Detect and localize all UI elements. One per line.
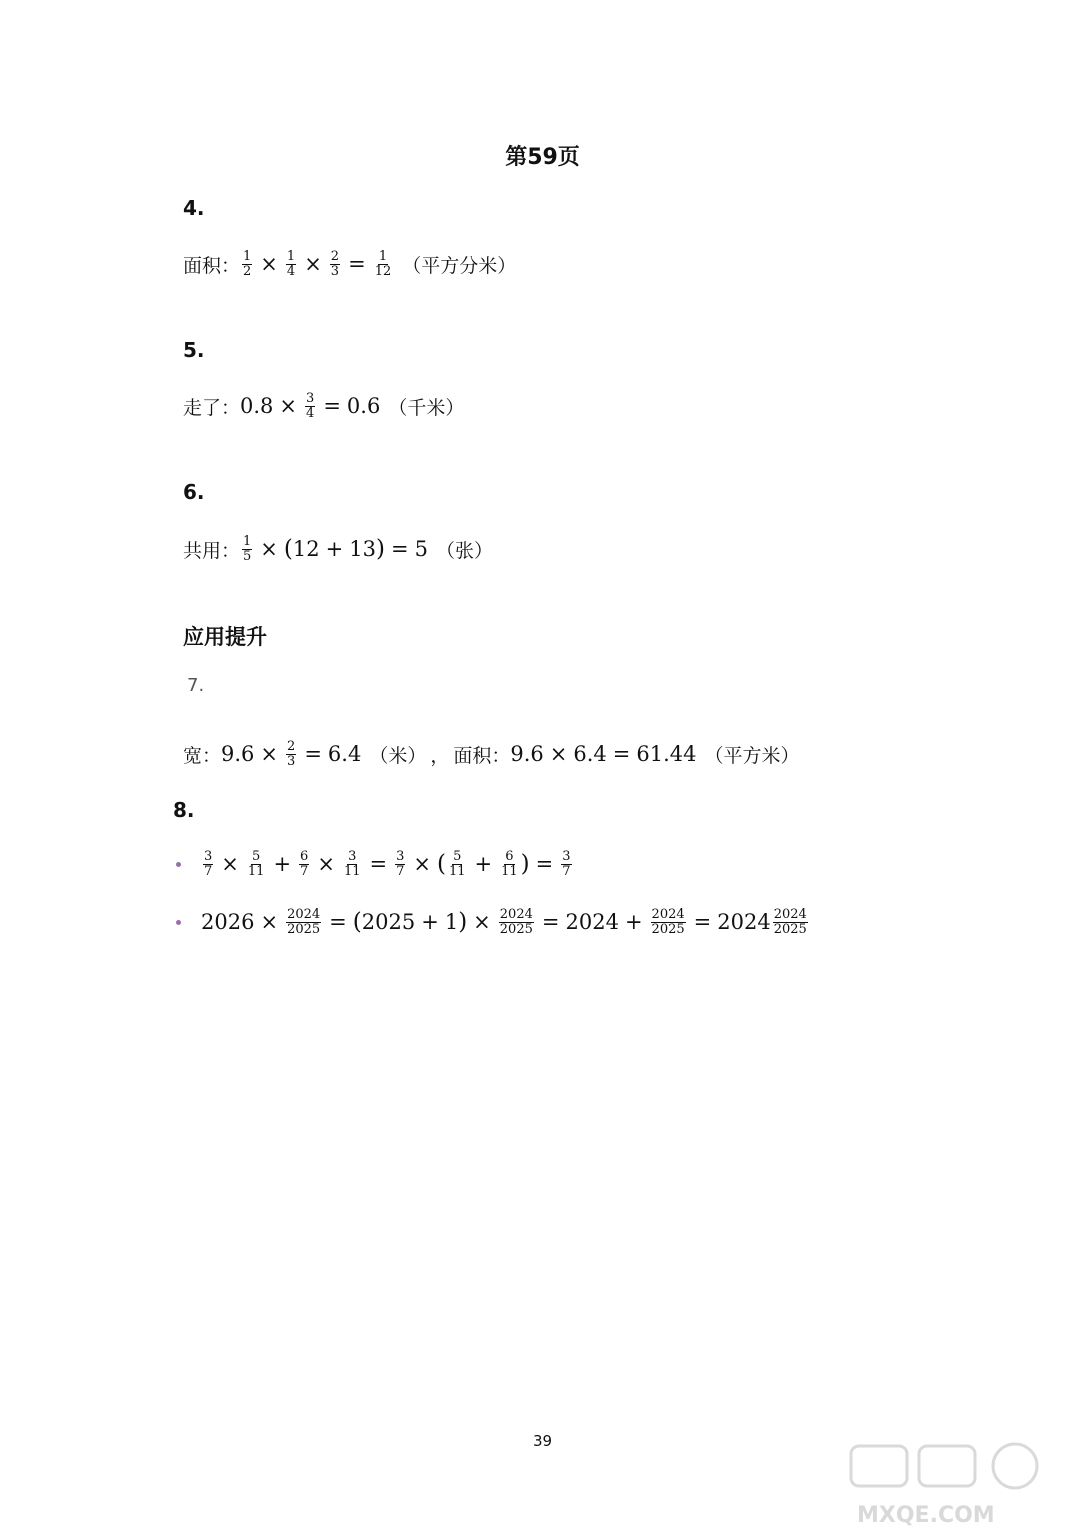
- unit-label: （平方分米）: [402, 254, 517, 277]
- fraction: $\frac{1}{12}$: [374, 249, 392, 279]
- fraction: $\frac{1}{2}$: [243, 249, 252, 279]
- number: 9.6: [221, 742, 255, 767]
- fraction: $\frac{2}{3}$: [287, 739, 296, 769]
- answer-label: 走了：: [183, 396, 241, 419]
- number: 5: [414, 537, 428, 562]
- fraction: $\frac{5}{11}$: [448, 849, 466, 879]
- equals-operator: =: [541, 910, 560, 935]
- question-number-8: 8.: [173, 798, 195, 822]
- times-operator: ×: [260, 537, 278, 562]
- fraction: $\frac{3}{7}$: [204, 849, 213, 879]
- number: 2024: [717, 910, 771, 935]
- answer-line-4: [183, 250, 516, 278]
- svg-text:MXQE.COM: MXQE.COM: [857, 1503, 995, 1528]
- times-operator: ×: [279, 394, 298, 419]
- times-operator: ×: [317, 852, 335, 877]
- answer-line-5: [183, 392, 464, 420]
- number: 0.8: [240, 394, 274, 419]
- number: 9.6: [510, 742, 544, 767]
- plus-operator: +: [325, 537, 344, 562]
- times-operator: ×: [221, 852, 239, 877]
- bullet-dot-icon: [176, 920, 181, 925]
- number: 61.44: [636, 742, 697, 767]
- question-number-5: 5.: [183, 338, 205, 362]
- equals-operator: =: [304, 742, 322, 767]
- fraction: $\frac{5}{11}$: [247, 849, 265, 879]
- number: 2025: [361, 910, 416, 935]
- plus-operator: +: [474, 852, 493, 877]
- plus-operator: +: [273, 852, 292, 877]
- answer-line-6: [183, 535, 493, 563]
- fraction: $\frac{1}{5}$: [243, 534, 252, 564]
- fraction: $\frac{2024}{2025}$: [499, 907, 533, 937]
- right-paren: ): [520, 851, 530, 878]
- unit-label: （米）: [369, 744, 427, 767]
- equals-operator: =: [390, 537, 409, 562]
- fraction: $\frac{2024}{2025}$: [651, 907, 685, 937]
- times-operator: ×: [260, 252, 278, 277]
- right-paren: ): [458, 909, 468, 936]
- fraction: $\frac{2024}{2025}$: [773, 907, 807, 937]
- number: 13: [349, 537, 376, 562]
- times-operator: ×: [473, 910, 491, 935]
- left-paren: (: [283, 536, 293, 563]
- times-operator: ×: [549, 742, 568, 767]
- number: 12: [292, 537, 320, 562]
- watermark-logo: [843, 1440, 1063, 1530]
- left-paren: (: [352, 909, 362, 936]
- plus-operator: +: [421, 910, 439, 935]
- times-operator: ×: [413, 852, 431, 877]
- fraction: $\frac{3}{4}$: [306, 391, 315, 421]
- equals-operator: =: [348, 252, 366, 277]
- answer-label: 面积：: [183, 254, 241, 277]
- answer-label: 共用：: [183, 539, 241, 562]
- fraction: $\frac{3}{11}$: [343, 849, 361, 879]
- question-number-4: 4.: [183, 196, 205, 220]
- equals-operator: =: [323, 394, 341, 419]
- separator: ，: [430, 744, 450, 767]
- equals-operator: =: [612, 742, 631, 767]
- fraction: $\frac{6}{11}$: [501, 849, 518, 879]
- equals-operator: =: [329, 910, 347, 935]
- right-paren: ): [375, 536, 385, 563]
- equals-operator: =: [535, 852, 554, 877]
- times-operator: ×: [260, 742, 279, 767]
- number: 0.6: [346, 394, 381, 419]
- unit-label: （平方米）: [704, 744, 800, 767]
- fraction: $\frac{2}{3}$: [330, 249, 340, 279]
- page-number: 39: [532, 1432, 553, 1450]
- fraction: $\frac{2024}{2025}$: [287, 907, 321, 937]
- unit-label: （千米）: [388, 396, 465, 419]
- bullet-dot-icon: [176, 862, 181, 867]
- page-title: 第59页: [505, 145, 580, 170]
- fraction: $\frac{1}{4}$: [286, 249, 296, 279]
- times-operator: ×: [260, 910, 279, 935]
- number: 2026: [201, 910, 255, 935]
- times-operator: ×: [304, 252, 322, 277]
- question-number-6: 6.: [183, 480, 205, 504]
- fraction: $\frac{3}{7}$: [562, 849, 571, 879]
- number: 6.4: [573, 742, 607, 767]
- number: 2024: [565, 910, 619, 935]
- answer-line-8a: [176, 850, 574, 878]
- number: 1: [444, 910, 459, 935]
- number: 6.4: [327, 742, 362, 767]
- question-number-7: 7.: [187, 675, 205, 696]
- fraction: $\frac{3}{7}$: [396, 849, 405, 879]
- section-title: 应用提升: [183, 625, 267, 649]
- unit-label: （张）: [435, 539, 493, 562]
- equals-operator: =: [693, 910, 712, 935]
- answer-line-7: [183, 740, 800, 768]
- left-paren: (: [436, 851, 446, 878]
- answer-label: 面积：: [453, 744, 511, 767]
- answer-line-8b: [176, 908, 810, 936]
- plus-operator: +: [624, 910, 643, 935]
- equals-operator: =: [369, 852, 388, 877]
- fraction: $\frac{6}{7}$: [300, 849, 309, 879]
- answer-label: 宽：: [183, 744, 222, 767]
